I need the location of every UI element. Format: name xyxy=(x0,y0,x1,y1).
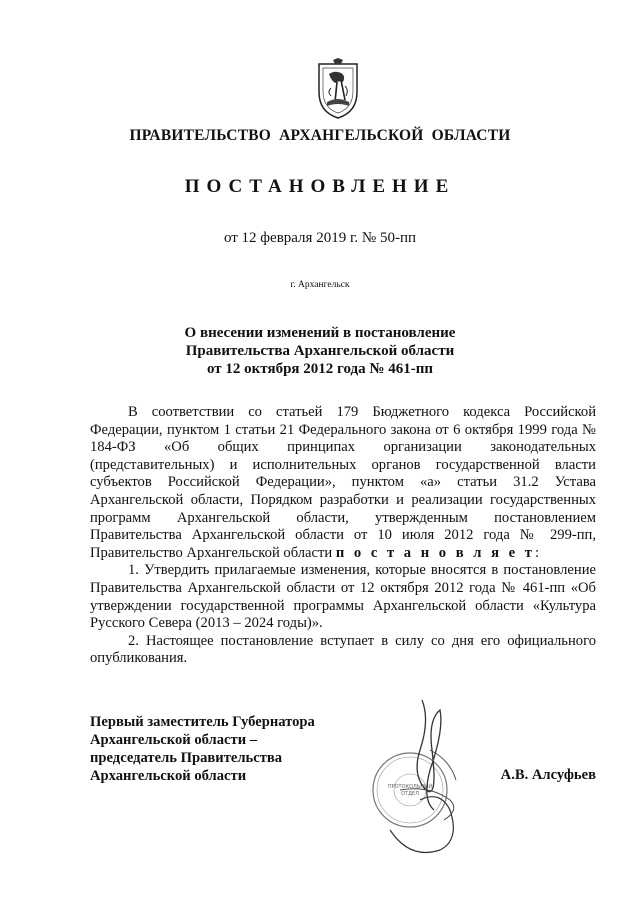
document-city: г. Архангельск xyxy=(290,280,350,290)
item-2-paragraph: 2. Настоящее постановление вступает в силу со дня его официального опубликования. xyxy=(90,632,596,667)
resolves-colon: : xyxy=(534,544,540,561)
preamble-paragraph xyxy=(90,404,596,562)
signatory-line-2: Архангельской области – xyxy=(90,732,258,748)
signatory-title xyxy=(90,713,315,785)
signatory-line-1: Первый заместитель Губернатора xyxy=(90,714,315,730)
document-subject xyxy=(0,324,640,378)
organization-title: ПРАВИТЕЛЬСТВО АРХАНГЕЛЬСКОЙ ОБЛАСТИ xyxy=(129,127,511,144)
signatory-line-4: Архангельской области xyxy=(90,768,247,784)
item-1-paragraph: 1. Утвердить прилагаемые изменения, которые вносятся в постановление Правительства Архангельской области от 12 октября 2012 года № 461-пп «Об утверждении государственной программы Архангельской области «Культура Русского Севера (2013 – 2024 годы)». xyxy=(90,562,596,632)
document-body xyxy=(90,404,596,668)
subject-line-2: Правительства Архангельской области xyxy=(185,343,455,359)
seal-inner-text-1: ПРОТОКОЛЬНЫЙ xyxy=(387,784,433,790)
subject-line-1: О внесении изменений в постановление xyxy=(184,325,456,341)
signatory-line-3: председатель Правительства xyxy=(90,750,283,766)
resolves-word: п о с т а н о в л я е т xyxy=(335,544,535,561)
document-type: ПОСТАНОВЛЕНИЕ xyxy=(184,176,456,197)
subject-line-3: от 12 октября 2012 года № 461-пп xyxy=(206,361,433,377)
coat-of-arms-emblem xyxy=(313,58,363,120)
signatory-name: А.В. Алсуфьев xyxy=(500,767,596,783)
seal-inner-text-2: ОТДЕЛ xyxy=(401,791,419,797)
preamble-text: В соответствии со статьей 179 Бюджетного кодекса Российской Федерации, пунктом 1 статьи 21 Федерального закона от 6 октября 1999 года № 184-ФЗ «Об общих принципах организации законодательных (представительных) и исполнительных органов государственной власти субъектов Российской Федерации», пунктом «а» статьи 31.2 Устава Архангельской области, Порядком разработки и реализации государственных программ Архангельской области, утвержденным постановлением Правительства Архангельской области от 10 июля 2012 года № 299-пп, Правительство Архангельской области xyxy=(90,404,596,561)
handwritten-signature xyxy=(360,690,490,870)
document-date-number: от 12 февраля 2019 г. № 50-пп xyxy=(223,230,417,246)
